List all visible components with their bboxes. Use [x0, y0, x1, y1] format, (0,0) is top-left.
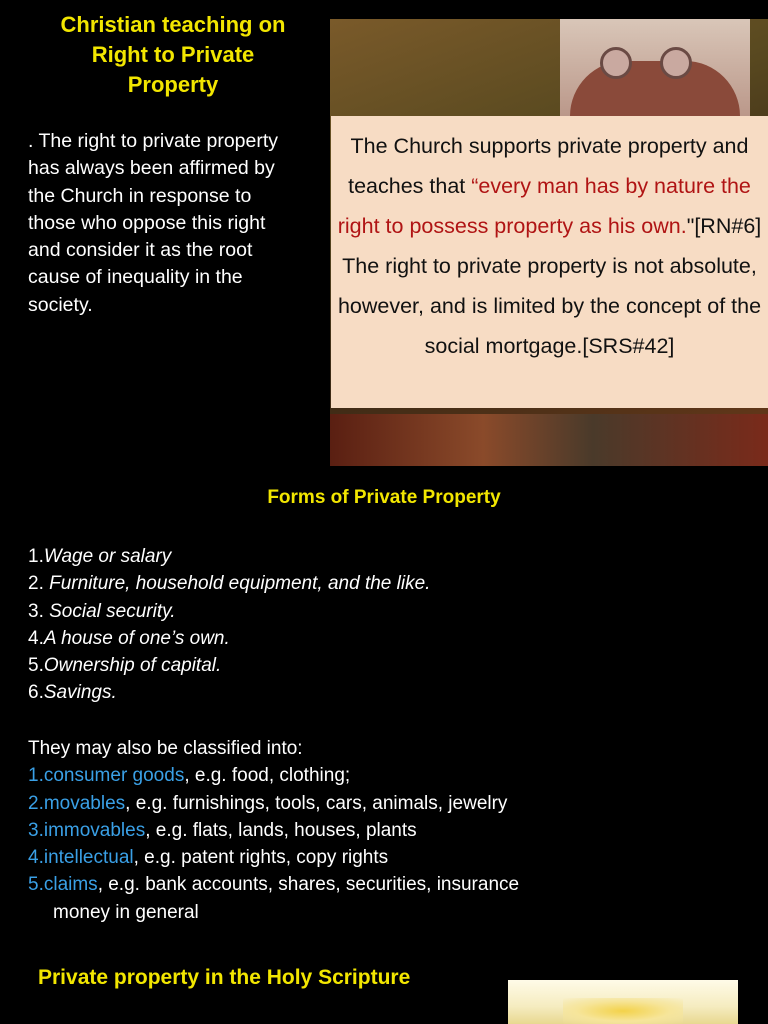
- list-item: [28, 844, 758, 871]
- list-item: [28, 652, 748, 679]
- title-line-2: Right to Private: [91, 42, 255, 67]
- classification-examples: , e.g. patent rights, copy rights: [133, 847, 389, 869]
- list-item-text: Savings.: [43, 682, 117, 704]
- list-item: [28, 871, 758, 898]
- classification-term: 4.intellectual: [28, 847, 134, 869]
- classification-term: 1.consumer goods: [28, 765, 185, 787]
- classification-continuation: money in general: [53, 901, 199, 923]
- forms-list: [28, 543, 748, 707]
- list-item-text: Social security.: [49, 600, 176, 622]
- list-item-text: A house of one’s own.: [43, 627, 230, 649]
- quote-text-part2: "[RN#6] The right to private property is not absolute, however, and is limited by the concept of the social mortgage.[SRS#42]: [337, 214, 762, 358]
- list-item-number: 2.: [28, 573, 50, 595]
- church-arch-image: [570, 61, 740, 116]
- intro-paragraph: . The right to private property has always been affirmed by the Church in response to those who oppose this right and consider it as the root cause of inequality in the society.: [28, 130, 279, 316]
- rose-window-icon: [660, 47, 692, 79]
- classification-examples: , e.g. bank accounts, shares, securities, insurance: [97, 874, 520, 896]
- classification-intro: They may also be classified into:: [28, 738, 303, 759]
- list-item: [28, 598, 748, 625]
- classification-examples: , e.g. furnishings, tools, cars, animals, jewelry: [125, 792, 508, 814]
- quote-text-part1: The Church supports private property and teaches that: [348, 134, 749, 198]
- rose-window-icon: [600, 47, 632, 79]
- forms-heading: Forms of Private Property: [267, 487, 501, 508]
- list-item: [28, 790, 758, 817]
- list-item: [28, 570, 748, 597]
- list-item-text: Furniture, household equipment, and the like.: [49, 573, 431, 595]
- classification-term: 5.claims: [28, 874, 98, 896]
- list-item: [28, 625, 748, 652]
- quote-highlight: “every man has by nature the right to possess property as his own.: [337, 174, 751, 238]
- list-item-number: 1.: [28, 546, 44, 567]
- scripture-heading: Private property in the Holy Scripture: [38, 966, 411, 989]
- list-item: [28, 762, 758, 789]
- classification-examples: , e.g. flats, lands, houses, plants: [145, 819, 417, 841]
- list-item: [28, 817, 758, 844]
- classification-list: [28, 735, 758, 926]
- classification-term: 3.immovables: [28, 819, 146, 841]
- quote-box: [331, 116, 768, 408]
- page-title: [28, 10, 318, 100]
- list-item-text: Wage or salary: [43, 546, 172, 567]
- list-item-text: Ownership of capital.: [43, 655, 222, 677]
- classification-examples: , e.g. food, clothing;: [184, 765, 351, 787]
- list-item-number: 6.: [28, 682, 44, 704]
- list-item-number: 3.: [28, 600, 50, 622]
- title-line-1: Christian teaching on: [60, 12, 286, 37]
- fresco-figures-image: [330, 414, 768, 466]
- list-item-number: 5.: [28, 655, 44, 677]
- list-item-number: 4.: [28, 627, 44, 649]
- classification-term: 2.movables: [28, 792, 126, 814]
- list-item: [28, 543, 748, 570]
- scripture-image: [508, 980, 738, 1024]
- light-glow-image: [563, 998, 683, 1024]
- title-line-3: Property: [127, 72, 219, 97]
- list-item: [28, 679, 748, 706]
